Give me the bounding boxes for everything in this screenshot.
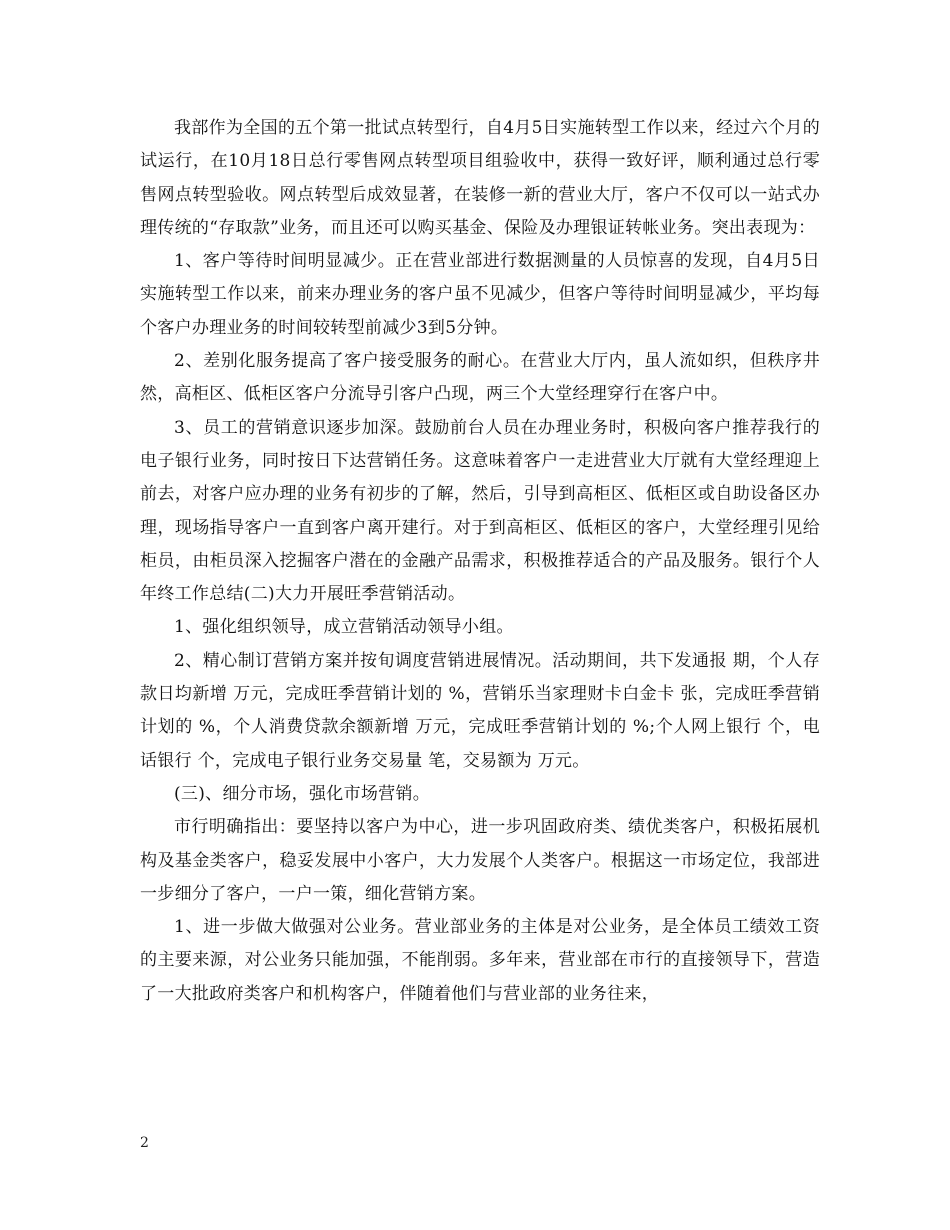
paragraph-item-3: 3、员工的营销意识逐步加深。鼓励前台人员在办理业务时，积极向客户推荐我行的电子银行业务，同时按日下达营销任务。这意味着客户一走进营业大厅就有大堂经理迎上前去，对客户应办理的业务有初步的了解，然后，引导到高柜区、低柜区或自助设备区办理，现场指导客户一直到客户离开建行。对于到高柜区、低柜区的客户，大堂经理引见给柜员，由柜员深入挖掘客户潜在的金融产品需求，积极推荐适合的产品及服务。银行个人年终工作总结(二)大力开展旺季营销活动。 [140,417,820,605]
paragraph-corporate-business: 1、进一步做大做强对公业务。营业部业务的主体是对公业务，是全体员工绩效工资的主要来源，对公业务只能加强，不能削弱。多年来，营业部在市行的直接领导下，营造了一大批政府类客户和机构客户，伴随着他们与营业部的业务往来， [140,917,820,1004]
page-number: 2 [140,1135,149,1151]
paragraph-marketing-plan: 2、精心制订营销方案并按旬调度营销进展情况。活动期间，共下发通报 期，个人存款日均新增 万元，完成旺季营销计划的 %，营销乐当家理财卡白金卡 张，完成旺季营销计划的 %，个人消费贷款余额新增 万元，完成旺季营销计划的 %;个人网上银行 个，电话银行 个，完成电子银行业务交易量 笔，交易额为 万元。 [140,650,820,771]
paragraph-organization: 1、强化组织领导，成立营销活动领导小组。 [174,617,514,638]
paragraph-intro: 我部作为全国的五个第一批试点转型行，自4月5日实施转型工作以来，经过六个月的试运行，在10月18日总行零售网点转型项目组验收中，获得一致好评，顺利通过总行零售网点转型验收。网点转型后成效显著，在装修一新的营业大厅，客户不仅可以一站式办理传统的“存取款”业务，而且还可以购买基金、保险及办理银证转帐业务。突出表现为： [140,118,820,238]
paragraph-item-2: 2、差别化服务提高了客户接受服务的耐心。在营业大厅内，虽人流如织，但秩序井然，高柜区、低柜区客户分流导引客户凸现，两三个大堂经理穿行在客户中。 [140,351,820,405]
paragraph-market-positioning: 市行明确指出：要坚持以客户为中心，进一步巩固政府类、绩优类客户，积极拓展机构及基金类客户，稳妥发展中小客户，大力发展个人类客户。根据这一市场定位，我部进一步细分了客户，一户一策，细化营销方案。 [140,817,820,904]
section-heading-3: (三)、细分市场，强化市场营销。 [174,783,431,804]
paragraph-item-1: 1、客户等待时间明显减少。正在营业部进行数据测量的人员惊喜的发现，自4月5日实施转型工作以来，前来办理业务的客户虽不见减少，但客户等待时间明显减少，平均每个客户办理业务的时间较转型前减少3到5分钟。 [140,251,820,338]
document-body [140,112,820,1011]
